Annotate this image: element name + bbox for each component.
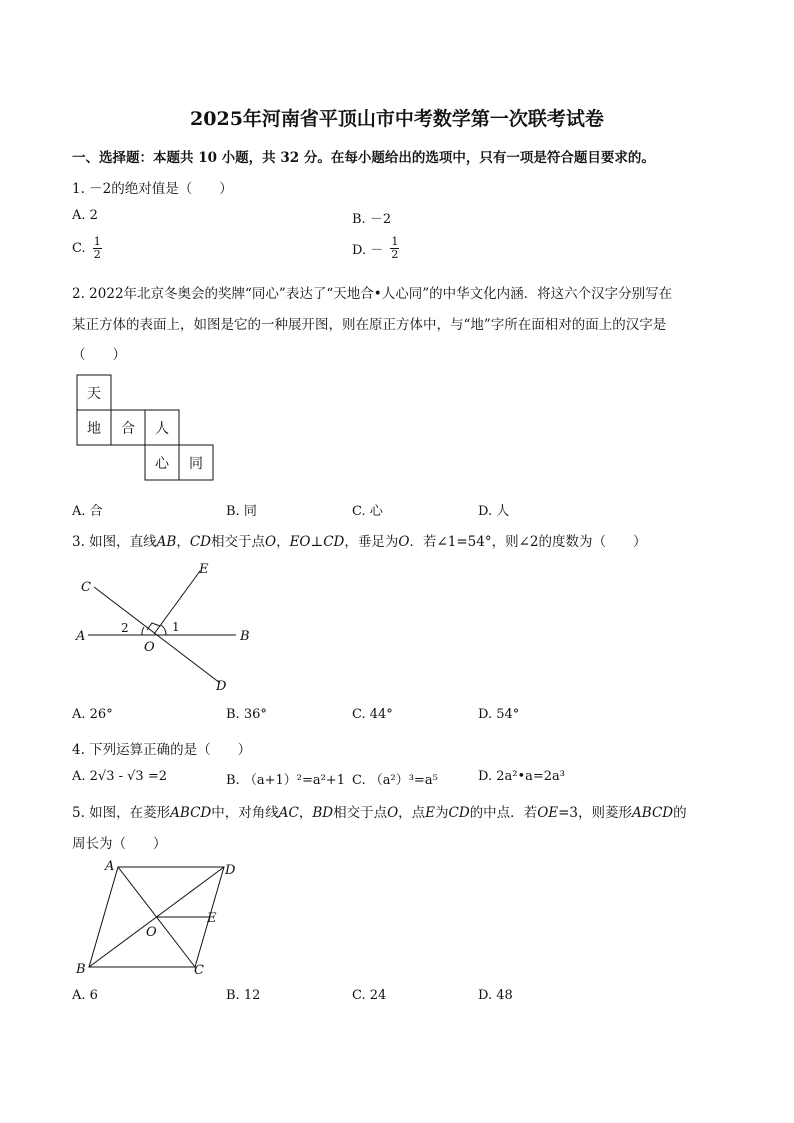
q2-option-b[interactable]: B. 同: [226, 504, 257, 519]
q5-stem-line2: 周长为（ ）: [72, 836, 167, 852]
label-a: A: [76, 629, 86, 644]
point-e: E: [425, 805, 436, 821]
point-o: O: [387, 805, 399, 821]
net-char-tian: 天: [87, 386, 101, 402]
intersecting-lines-figure: [72, 558, 272, 698]
text: 的: [673, 805, 687, 821]
q4-option-a[interactable]: A. 2√3 - √3 =2: [72, 769, 167, 784]
text: ，: [298, 805, 313, 821]
q5-stem-line1: [72, 801, 687, 821]
q4-option-d[interactable]: D. 2a²•a=2a³: [478, 769, 566, 784]
point-o: O: [265, 534, 277, 550]
text: 5. 如图，在菱形: [72, 805, 171, 821]
label-d: D: [216, 679, 227, 694]
q2-stem-line2: 某正方体的表面上，如图是它的一种展开图，则在原正方体中，与“地”字所在面相对的面上的汉字是: [72, 317, 667, 333]
text: ，: [176, 534, 190, 550]
frac-numerator: 1: [391, 235, 399, 248]
net-char-di: 地: [87, 421, 101, 437]
label-angle-1: 1: [172, 620, 180, 634]
segment-eo: EO: [289, 534, 311, 550]
segment-oe: OE: [537, 805, 559, 821]
q5-option-c[interactable]: C. 24: [352, 988, 387, 1003]
text: =3，则菱形: [558, 805, 633, 821]
q5-option-d[interactable]: D. 48: [478, 988, 513, 1003]
page-title: 2025年河南省平顶山市中考数学第一次联考试卷: [190, 108, 604, 130]
q2-option-c[interactable]: C. 心: [352, 504, 383, 519]
angle-1-arc: [161, 625, 166, 635]
text: ．若∠1=54°，则∠2的度数为（ ）: [409, 534, 647, 550]
net-char-ren: 人: [155, 421, 169, 437]
point-o: O: [398, 534, 410, 550]
q3-option-c[interactable]: C. 44°: [352, 707, 393, 722]
q2-stem-line3: （ ）: [72, 347, 126, 363]
label-c: C: [194, 963, 204, 978]
q3-stem: [72, 530, 647, 550]
label-b: B: [240, 629, 250, 644]
q4-stem: 4. 下列运算正确的是（ ）: [72, 742, 252, 758]
label-b: B: [76, 962, 86, 977]
segment-cd: CD: [448, 805, 470, 821]
text: 为: [435, 805, 449, 821]
q5-option-a[interactable]: A. 6: [72, 988, 98, 1003]
net-char-he: 合: [121, 421, 135, 437]
label-c: C: [81, 580, 91, 595]
cube-net-figure: [76, 374, 216, 484]
q1-option-d[interactable]: [352, 236, 399, 261]
text: 相交于点: [211, 534, 265, 550]
q4-option-b[interactable]: B. （a+1）²=a²+1: [226, 773, 345, 788]
segment-cd: CD: [323, 534, 345, 550]
angle-2-arc: [142, 627, 144, 635]
q1-option-b[interactable]: B. －2: [352, 212, 392, 227]
perp-symbol: ⊥: [310, 534, 324, 550]
q1-option-c[interactable]: [72, 236, 102, 261]
q1-option-c-prefix: C.: [72, 241, 86, 256]
rhombus-figure: [72, 856, 252, 986]
q2-stem-line1: 2. 2022年北京冬奥会的奖牌“同心”表达了“天地合•人心同”的中华文化内涵．将这六个汉字分别写在: [72, 286, 673, 302]
q1-stem: 1. －2的绝对值是（ ）: [72, 181, 233, 197]
net-char-xin: 心: [155, 456, 169, 472]
q2-option-a[interactable]: A. 合: [72, 504, 103, 519]
q3-option-d[interactable]: D. 54°: [478, 707, 520, 722]
q2-option-d[interactable]: D. 人: [478, 504, 510, 519]
frac-denominator: 2: [391, 248, 399, 261]
text: 相交于点: [333, 805, 388, 821]
label-e: E: [207, 911, 217, 926]
frac-denominator: 2: [93, 248, 101, 261]
segment-cd: CD: [189, 534, 211, 550]
q4-option-c[interactable]: C. （a²）³=a⁵: [352, 773, 438, 788]
text: ，垂足为: [344, 534, 399, 550]
frac-numerator: 1: [93, 235, 101, 248]
q5-option-b[interactable]: B. 12: [226, 988, 261, 1003]
label-e: E: [199, 562, 209, 577]
text: 3. 如图，直线: [72, 534, 157, 550]
text: 的中点．若: [469, 805, 538, 821]
q1-option-d-fraction: [390, 236, 399, 261]
q1-option-c-fraction: [93, 236, 102, 261]
text: ，: [276, 534, 290, 550]
label-a: A: [105, 859, 115, 874]
label-o: O: [144, 640, 155, 655]
segment-ac: AC: [278, 805, 299, 821]
q1-option-d-prefix: D. －: [352, 243, 384, 258]
label-o: O: [146, 925, 157, 940]
segment-ab: AB: [156, 534, 177, 550]
shape-abcd: ABCD: [170, 805, 212, 821]
q1-option-a[interactable]: A. 2: [72, 208, 98, 223]
section-header: 一、选择题：本题共 10 小题，共 32 分。在每小题给出的选项中，只有一项是符合题目要求的。: [72, 150, 655, 166]
text: 中，对角线: [211, 805, 279, 821]
label-angle-2: 2: [121, 621, 129, 635]
shape-abcd: ABCD: [632, 805, 674, 821]
q3-option-a[interactable]: A. 26°: [72, 707, 113, 722]
q3-option-b[interactable]: B. 36°: [226, 707, 267, 722]
text: ，点: [398, 805, 426, 821]
label-d: D: [225, 863, 236, 878]
net-char-tong: 同: [189, 456, 203, 472]
segment-bd: BD: [312, 805, 334, 821]
